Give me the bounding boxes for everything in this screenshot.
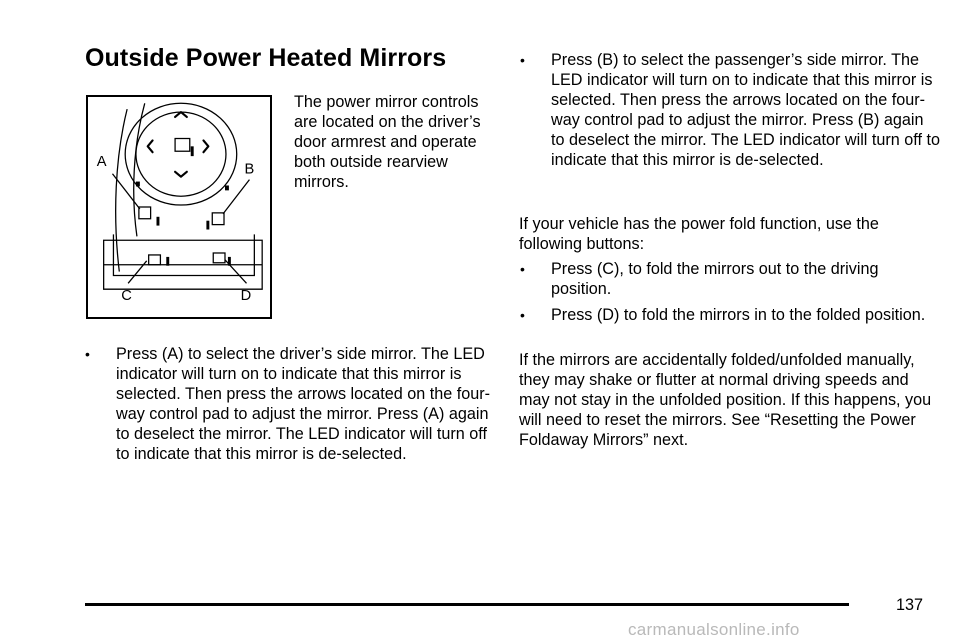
bullet-glyph: •	[520, 307, 525, 323]
bullet-driver-mirror	[85, 344, 495, 464]
callout-label-b: B	[244, 161, 255, 178]
watermark: carmanualsonline.info	[628, 620, 800, 639]
fold-function-intro: If your vehicle has the power fold function, use the following buttons:	[519, 215, 879, 253]
bullet-glyph: •	[520, 261, 525, 277]
intro-paragraph: The power mirror controls are located on the driver’s door armrest and operate both outside rearview mirrors.	[294, 93, 481, 191]
button-a-mark	[156, 217, 159, 226]
footer-rule	[85, 603, 849, 606]
page-title: Outside Power Heated Mirrors	[85, 44, 447, 72]
bullet-glyph: •	[520, 52, 525, 68]
control-pad-inner-ring	[136, 112, 226, 196]
arrow-right-icon	[203, 140, 208, 152]
select-button-b	[212, 213, 224, 225]
arrow-down-icon	[175, 172, 187, 177]
led-indicator-b	[225, 185, 229, 190]
fold-button-c	[149, 255, 161, 265]
switch-mark	[191, 146, 194, 156]
four-way-switch	[175, 139, 190, 152]
bullet-text: Press (C), to fold the mirrors out to the driving position.	[551, 260, 879, 298]
closing-paragraph: If the mirrors are accidentally folded/unfolded manually, they may shake or flutter at normal driving speeds and may not stay in the unfolded position. If this happens, you will need to reset the mirrors. See “Resetting the Power Foldaway Mirrors” next.	[519, 351, 932, 449]
bullet-text: Press (D) to fold the mirrors in to the folded position.	[551, 306, 926, 324]
button-c-mark	[166, 257, 169, 266]
button-b-mark	[206, 221, 209, 230]
fold-button-d	[213, 253, 225, 263]
bullet-fold-out	[520, 259, 940, 299]
bullet-text: Press (B) to select the passenger’s side mirror. The LED indicator will turn on to indicate that this mirror is selected. Then press the arrows located on the four-way control pad to adjust the mirror. Press (B) again to deselect the mirror. The LED indicator will turn off to indicate that this mirror is de-selected.	[551, 51, 940, 169]
callout-label-a: A	[96, 153, 107, 170]
mirror-control-diagram	[88, 97, 270, 317]
bullet-passenger-mirror	[520, 50, 940, 170]
bullet-glyph: •	[85, 346, 90, 362]
mirror-control-illustration	[86, 95, 272, 319]
arrow-left-icon	[148, 140, 153, 152]
button-d-mark	[228, 257, 231, 266]
leader-line-b	[223, 180, 249, 214]
bullet-text: Press (A) to select the driver’s side mirror. The LED indicator will turn on to indicate that this mirror is selected. Then press the arrows located on the four-way control pad to adjust the mirror. Press (A) again to deselect the mirror. The LED indicator will turn off to indicate that this mirror is de-selected.	[116, 345, 491, 463]
led-indicator-a	[136, 182, 140, 187]
bullet-fold-in	[520, 305, 940, 325]
callout-label-c: C	[121, 287, 132, 304]
page-number: 137	[896, 596, 924, 614]
callout-label-d: D	[240, 287, 252, 304]
control-pad-outer-ring	[125, 103, 237, 205]
select-button-a	[139, 207, 151, 219]
